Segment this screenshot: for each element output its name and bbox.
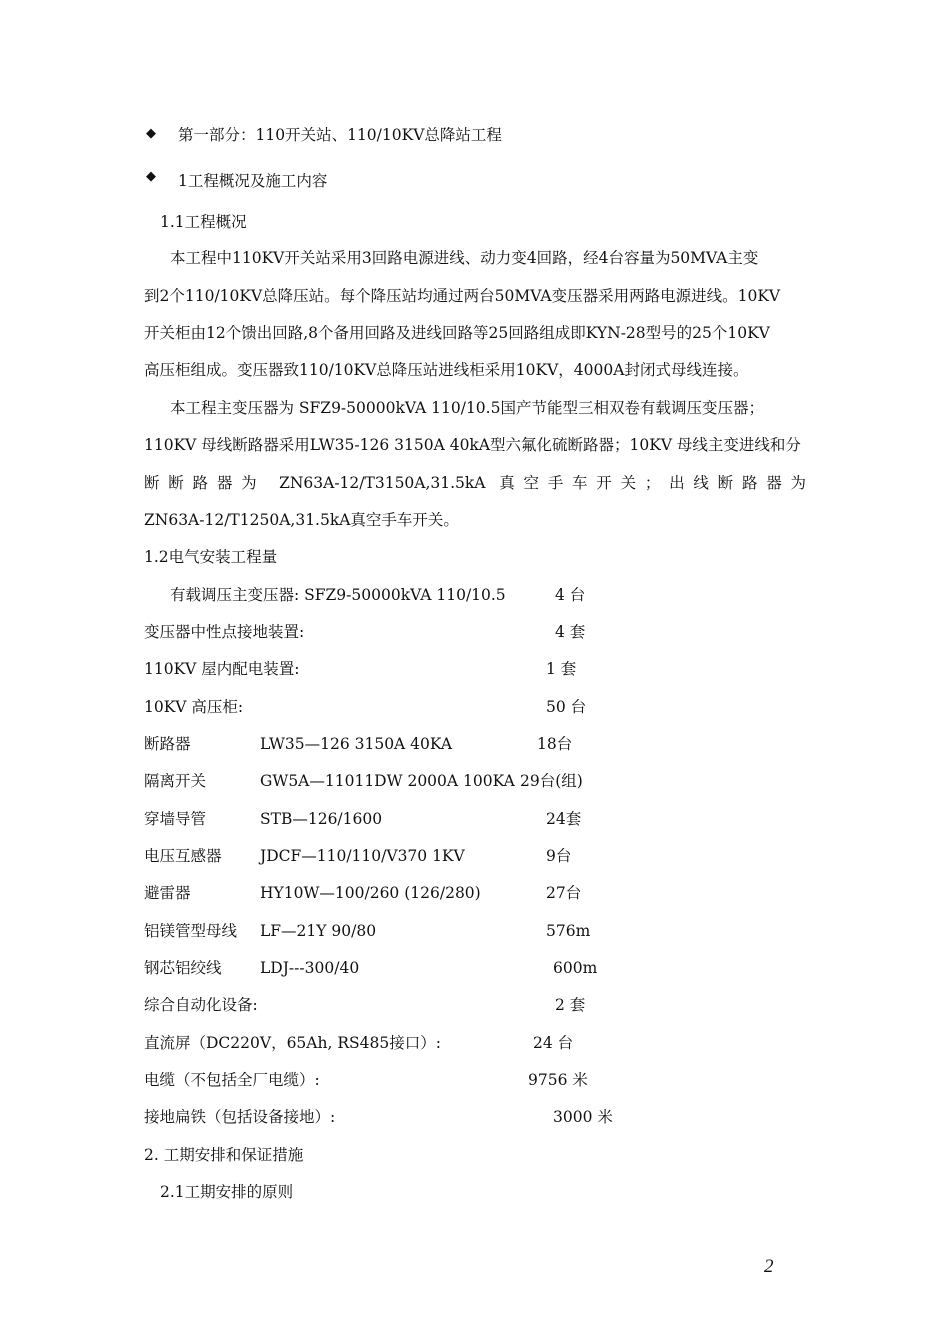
- subsection-heading: 1.1工程概况: [160, 213, 247, 231]
- subsection-heading: 1.2电气安装工程量: [144, 548, 278, 566]
- item-qty: 3000 米: [553, 1108, 613, 1126]
- item-name: 有载调压主变压器: SFZ9-50000kVA 110/10.5: [170, 586, 506, 604]
- section-heading: 2. 工期安排和保证措施: [144, 1146, 304, 1164]
- page-number: 2: [764, 1256, 774, 1277]
- item-spec: LW35—126 3150A 40KA: [260, 735, 453, 753]
- item-qty: 9台: [546, 847, 572, 865]
- item-name: 综合自动化设备:: [144, 996, 258, 1014]
- item-spec: JDCF—110/110/V370 1KV: [260, 847, 465, 865]
- item-qty: 1 套: [546, 660, 577, 678]
- paragraph-line: 本工程中110KV开关站采用3回路电源进线、动力变4回路，经4台容量为50MVA主变: [170, 249, 759, 267]
- paragraph-line: ZN63A-12/T1250A,31.5kA真空手车开关。: [144, 511, 459, 529]
- item-name: 电压互感器: [144, 847, 222, 865]
- item-qty: 4 台: [555, 586, 586, 604]
- item-name: 钢芯铝绞线: [144, 959, 222, 977]
- item-spec: STB—126/1600: [260, 810, 383, 828]
- item-name: 接地扁铁（包括设备接地）:: [144, 1108, 336, 1126]
- item-qty: 50 台: [546, 698, 587, 716]
- paragraph-line: 开关柜由12个馈出回路,8个备用回路及进线回路等25回路组成即KYN-28型号的25个10KV: [144, 324, 770, 342]
- item-name: 铝镁管型母线: [144, 922, 238, 940]
- item-qty: 4 套: [555, 623, 586, 641]
- item-name: 断路器: [144, 735, 191, 753]
- item-qty: 29台(组): [520, 772, 583, 790]
- item-spec: LF—21Y 90/80: [260, 922, 377, 940]
- item-name: 穿墙导管: [144, 810, 207, 828]
- item-name: 电缆（不包括全厂电缆）:: [144, 1071, 320, 1089]
- item-qty: 24 台: [533, 1034, 574, 1052]
- subsection-heading: 2.1工期安排的原则: [160, 1183, 294, 1201]
- item-qty: 27台: [546, 884, 582, 902]
- paragraph-line: 本工程主变压器为 SFZ9-50000kVA 110/10.5国产节能型三相双卷有载调压变压器；: [170, 399, 764, 417]
- item-qty: 9756 米: [528, 1071, 588, 1089]
- item-qty: 24套: [546, 810, 582, 828]
- paragraph-line: 110KV 母线断路器采用LW35-126 3150A 40kA型六氟化硫断路器；10KV 母线主变进线和分: [144, 436, 801, 454]
- paragraph-line: 断断路器为 ZN63A-12/T3150A,31.5kA 真空手车开关；出线断路器为: [144, 474, 806, 492]
- bullet-diamond-icon: ◆: [146, 126, 156, 141]
- item-name: 隔离开关: [144, 772, 207, 790]
- item-qty: 18台: [537, 735, 573, 753]
- section-heading: 1工程概况及施工内容: [178, 172, 328, 190]
- item-qty: 600m: [553, 959, 598, 977]
- item-name: 变压器中性点接地装置:: [144, 623, 305, 641]
- item-name: 110KV 屋内配电装置:: [144, 660, 300, 678]
- item-qty: 576m: [546, 922, 591, 940]
- item-spec: HY10W—100/260 (126/280): [260, 884, 481, 902]
- item-name: 10KV 高压柜:: [144, 698, 244, 716]
- item-name: 避雷器: [144, 884, 191, 902]
- part-heading: 第一部分：110开关站、110/10KV总降站工程: [178, 126, 502, 144]
- paragraph-line: 到2个110/10KV总降压站。每个降压站均通过两台50MVA变压器采用两路电源进线。10KV: [144, 287, 781, 305]
- item-spec: GW5A—11011DW 2000A 100KA: [260, 772, 515, 790]
- bullet-diamond-icon: ◆: [146, 169, 156, 184]
- paragraph-line: 高压柜组成。变压器致110/10KV总降压站进线柜采用10KV，4000A封闭式母线连接。: [144, 361, 749, 379]
- item-spec: LDJ---300/40: [260, 959, 360, 977]
- item-name: 直流屏（DC220V，65Ah, RS485接口）:: [144, 1034, 441, 1052]
- item-qty: 2 套: [555, 996, 586, 1014]
